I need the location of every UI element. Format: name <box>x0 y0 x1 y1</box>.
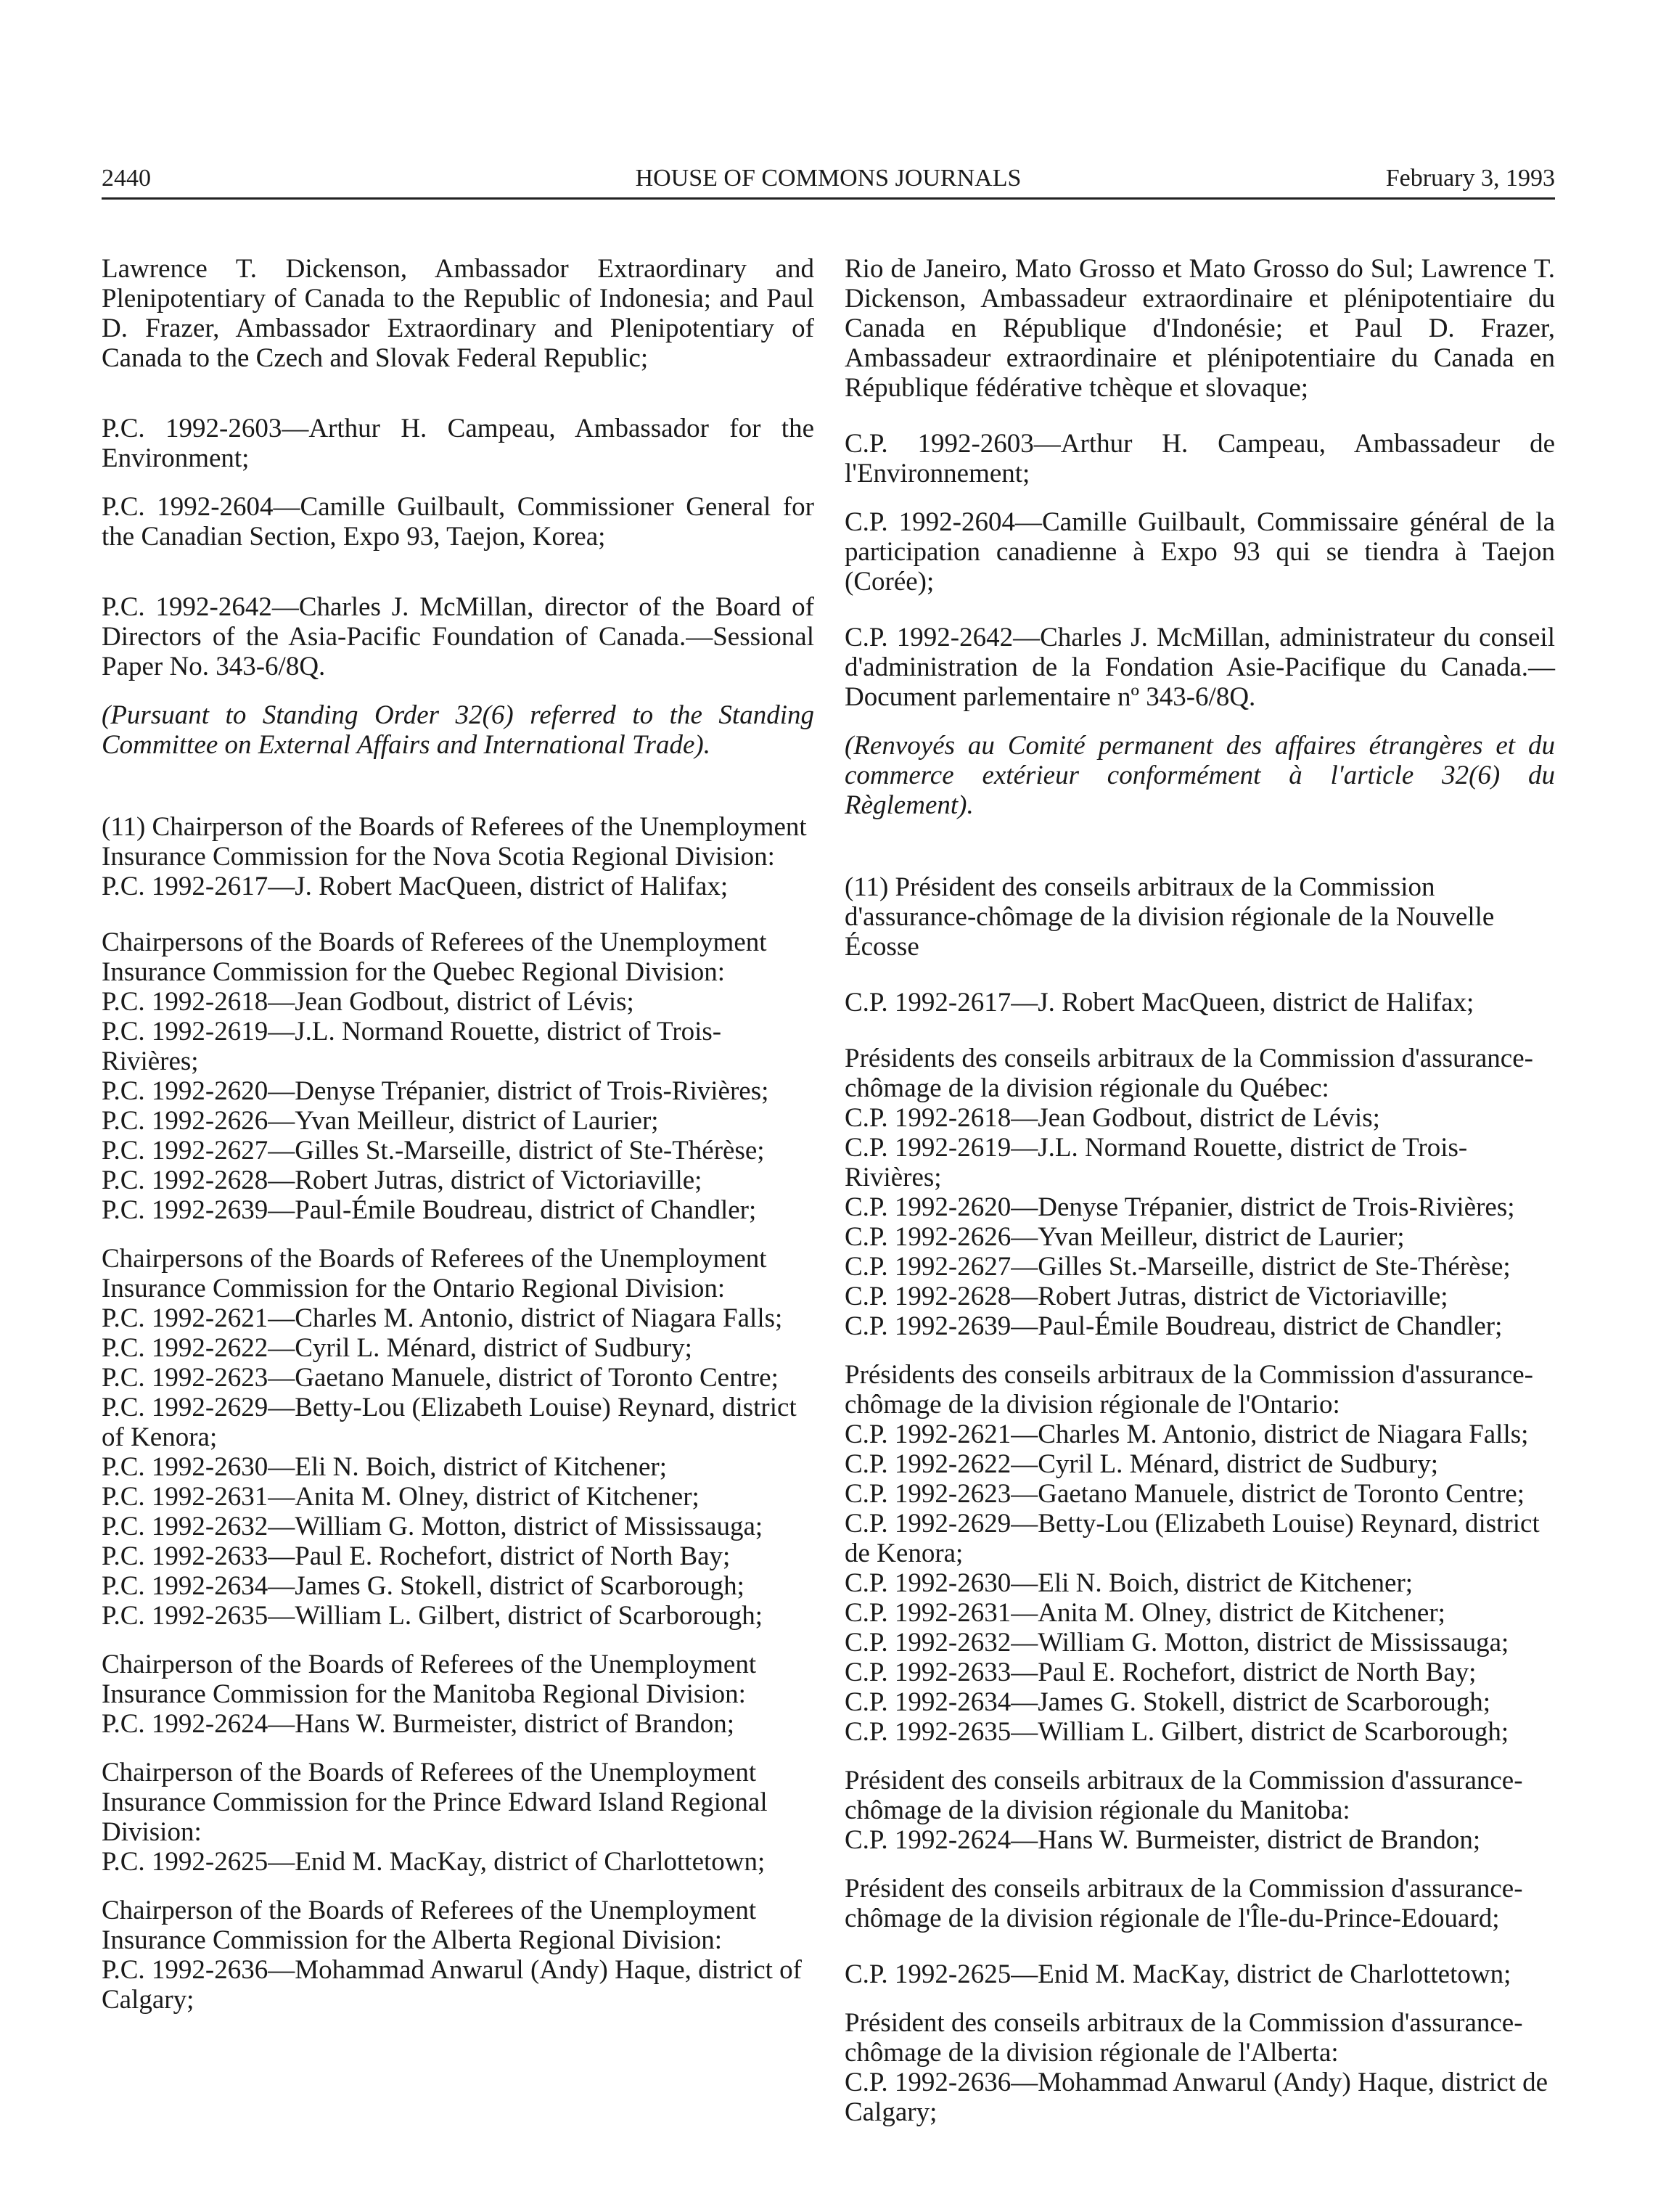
nova-scotia-section <box>102 812 814 901</box>
section-heading: Chairperson of the Boards of Referees of the Unemployment Insurance Commission for the Manitoba Regional Division: <box>102 1650 757 1709</box>
section-heading: Chairperson of the Boards of Referees of the Unemployment Insurance Commission for the Alberta Regional Division: <box>102 1896 757 1955</box>
order-line: C.P. 1992-2621—Charles M. Antonio, district de Niagara Falls; <box>845 1420 1529 1449</box>
order-line: P.C. 1992-2632—William G. Motton, district of Mississauga; <box>102 1512 763 1541</box>
section-heading: (11) Chairperson of the Boards of Referees of the Unemployment Insurance Commission for the Nova Scotia Regional Division: <box>102 812 807 872</box>
order-line: C.P. 1992-2620—Denyse Trépanier, district de Trois-Rivières; <box>845 1192 1515 1222</box>
order-list <box>102 1709 814 1739</box>
order-line: P.C. 1992-2634—James G. Stokell, district of Scarborough; <box>102 1571 744 1601</box>
section-heading: Chairperson of the Boards of Referees of the Unemployment Insurance Commission for the Prince Edward Island Regional Division: <box>102 1758 768 1847</box>
section-heading: Présidents des conseils arbitraux de la Commission d'assurance-chômage de la division régionale de l'Ontario: <box>845 1360 1533 1420</box>
order-line: P.C. 1992-2623—Gaetano Manuele, district of Toronto Centre; <box>102 1363 779 1393</box>
order-list <box>102 1955 814 2015</box>
order-list <box>845 1825 1555 1855</box>
order-line: P.C. 1992-2626—Yvan Meilleur, district of Laurier; <box>102 1106 659 1136</box>
order-line: C.P. 1992-2629—Betty-Lou (Elizabeth Louise) Reynard, district de Kenora; <box>845 1509 1540 1568</box>
order-list <box>102 1303 814 1631</box>
pei-section <box>845 1874 1555 1989</box>
intro-paragraph: Rio de Janeiro, Mato Grosso et Mato Grosso do Sul; Lawrence T. Dickenson, Ambassadeur extraordinaire et plénipotentiaire du Canada en République d'Indonésie; et Paul D. Frazer, Ambassadeur extraordinaire et plénipotentiaire du Canada en République fédérative tchèque et slovaque; <box>845 254 1555 403</box>
section-heading: (11) Président des conseils arbitraux de la Commission d'assurance-chômage de la division régionale de la Nouvelle Écosse <box>845 872 1495 962</box>
section-heading: Chairpersons of the Boards of Referees of the Unemployment Insurance Commission for the Ontario Regional Division: <box>102 1244 767 1303</box>
order-line: C.P. 1992-2632—William G. Motton, district de Mississauga; <box>845 1628 1509 1658</box>
order-line: P.C. 1992-2627—Gilles St.-Marseille, district of Ste-Thérèse; <box>102 1136 765 1166</box>
order-paragraph: P.C. 1992-2642—Charles J. McMillan, director of the Board of Directors of the Asia-Pacific Foundation of Canada.—Sessional Paper No. 343-6/8Q. <box>102 592 814 681</box>
order-list <box>845 1959 1555 1989</box>
journal-title: HOUSE OF COMMONS JOURNALS <box>635 165 1022 192</box>
order-line: C.P. 1992-2626—Yvan Meilleur, district de Laurier; <box>845 1222 1405 1252</box>
intro-paragraph: Lawrence T. Dickenson, Ambassador Extraordinary and Plenipotentiary of Canada to the Republic of Indonesia; and Paul D. Frazer, Ambassador Extraordinary and Plenipotentiary of Canada to the Czech and Slovak Federal Republic; <box>102 254 814 373</box>
page-number: 2440 <box>102 165 151 192</box>
order-line: C.P. 1992-2625—Enid M. MacKay, district de Charlottetown; <box>845 1959 1511 1989</box>
order-paragraph: C.P. 1992-2642—Charles J. McMillan, administrateur du conseil d'administration de la Fondation Asie-Pacifique du Canada.—Document parlementaire nº 343-6/8Q. <box>845 623 1555 712</box>
order-line: C.P. 1992-2639—Paul-Émile Boudreau, district de Chandler; <box>845 1311 1503 1341</box>
alberta-section <box>102 1896 814 2015</box>
referral-note: (Renvoyés au Comité permanent des affaires étrangères et du commerce extérieur conformément à l'article 32(6) du Règlement). <box>845 731 1555 820</box>
order-paragraph: C.P. 1992-2603—Arthur H. Campeau, Ambassadeur de l'Environnement; <box>845 429 1555 488</box>
order-line: C.P. 1992-2634—James G. Stokell, district de Scarborough; <box>845 1687 1490 1717</box>
section-heading: Président des conseils arbitraux de la Commission d'assurance-chômage de la division régionale de l'Île-du-Prince-Edouard; <box>845 1874 1523 1933</box>
order-line: C.P. 1992-2628—Robert Jutras, district de Victoriaville; <box>845 1282 1448 1311</box>
section-heading: Président des conseils arbitraux de la Commission d'assurance-chômage de la division régionale du Manitoba: <box>845 1766 1523 1825</box>
order-list <box>845 1103 1555 1341</box>
quebec-section <box>845 1044 1555 1341</box>
order-line: C.P. 1992-2633—Paul E. Rochefort, district de North Bay; <box>845 1658 1477 1687</box>
order-paragraph: P.C. 1992-2603—Arthur H. Campeau, Ambassador for the Environment; <box>102 414 814 473</box>
order-line: P.C. 1992-2619—J.L. Normand Rouette, district of Trois-Rivières; <box>102 1017 722 1076</box>
order-line: P.C. 1992-2625—Enid M. MacKay, district of Charlottetown; <box>102 1847 766 1877</box>
order-line: C.P. 1992-2630—Eli N. Boich, district de Kitchener; <box>845 1568 1414 1598</box>
order-list <box>102 987 814 1225</box>
order-line: P.C. 1992-2621—Charles M. Antonio, district of Niagara Falls; <box>102 1303 783 1333</box>
order-line: C.P. 1992-2619—J.L. Normand Rouette, district de Trois-Rivières; <box>845 1133 1468 1192</box>
order-line: P.C. 1992-2617—J. Robert MacQueen, district of Halifax; <box>102 872 729 901</box>
order-line: P.C. 1992-2631—Anita M. Olney, district of Kitchener; <box>102 1482 699 1512</box>
order-list <box>845 988 1555 1017</box>
order-paragraph: C.P. 1992-2604—Camille Guilbault, Commissaire général de la participation canadienne à Expo 93 qui se tiendra à Taejon (Corée); <box>845 507 1555 597</box>
order-list <box>845 1420 1555 1747</box>
order-line: C.P. 1992-2617—J. Robert MacQueen, district de Halifax; <box>845 988 1474 1017</box>
order-line: C.P. 1992-2618—Jean Godbout, district de Lévis; <box>845 1103 1380 1133</box>
order-line: P.C. 1992-2635—William L. Gilbert, district of Scarborough; <box>102 1601 763 1631</box>
order-line: P.C. 1992-2622—Cyril L. Ménard, district of Sudbury; <box>102 1333 692 1363</box>
french-column <box>845 254 1555 2146</box>
section-heading: Présidents des conseils arbitraux de la Commission d'assurance-chômage de la division régionale du Québec: <box>845 1044 1533 1103</box>
section-heading: Chairpersons of the Boards of Referees of the Unemployment Insurance Commission for the Quebec Regional Division: <box>102 927 767 987</box>
page-header <box>102 160 1555 200</box>
order-line: C.P. 1992-2623—Gaetano Manuele, district de Toronto Centre; <box>845 1479 1525 1509</box>
alberta-section <box>845 2008 1555 2127</box>
order-line: P.C. 1992-2636—Mohammad Anwarul (Andy) Haque, district of Calgary; <box>102 1955 802 2015</box>
order-line: P.C. 1992-2633—Paul E. Rochefort, district of North Bay; <box>102 1541 731 1571</box>
ontario-section <box>845 1360 1555 1747</box>
order-list <box>102 1847 814 1877</box>
order-line: C.P. 1992-2631—Anita M. Olney, district de Kitchener; <box>845 1598 1445 1628</box>
order-line: C.P. 1992-2624—Hans W. Burmeister, district de Brandon; <box>845 1825 1481 1855</box>
order-line: P.C. 1992-2618—Jean Godbout, district of Lévis; <box>102 987 634 1017</box>
referral-note: (Pursuant to Standing Order 32(6) referred to the Standing Committee on External Affairs and International Trade). <box>102 700 814 760</box>
order-line: C.P. 1992-2622—Cyril L. Ménard, district de Sudbury; <box>845 1449 1439 1479</box>
order-line: P.C. 1992-2639—Paul-Émile Boudreau, district of Chandler; <box>102 1195 757 1225</box>
nova-scotia-section <box>845 872 1555 1017</box>
order-line: C.P. 1992-2635—William L. Gilbert, district de Scarborough; <box>845 1717 1509 1747</box>
english-column <box>102 254 814 2033</box>
order-line: C.P. 1992-2636—Mohammad Anwarul (Andy) Haque, district de Calgary; <box>845 2068 1548 2127</box>
journal-date: February 3, 1993 <box>1385 165 1555 192</box>
order-paragraph: P.C. 1992-2604—Camille Guilbault, Commissioner General for the Canadian Section, Expo 93, Taejon, Korea; <box>102 492 814 552</box>
order-line: P.C. 1992-2628—Robert Jutras, district of Victoriaville; <box>102 1166 702 1195</box>
manitoba-section <box>845 1766 1555 1855</box>
order-list <box>845 2068 1555 2127</box>
order-list <box>102 872 814 901</box>
section-heading: Président des conseils arbitraux de la Commission d'assurance-chômage de la division régionale de l'Alberta: <box>845 2008 1523 2068</box>
order-line: P.C. 1992-2630—Eli N. Boich, district of Kitchener; <box>102 1452 667 1482</box>
ontario-section <box>102 1244 814 1631</box>
order-line: P.C. 1992-2624—Hans W. Burmeister, district of Brandon; <box>102 1709 735 1739</box>
pei-section <box>102 1758 814 1877</box>
order-line: C.P. 1992-2627—Gilles St.-Marseille, district de Ste-Thérèse; <box>845 1252 1511 1282</box>
order-line: P.C. 1992-2629—Betty-Lou (Elizabeth Louise) Reynard, district of Kenora; <box>102 1393 797 1452</box>
quebec-section <box>102 927 814 1225</box>
manitoba-section <box>102 1650 814 1739</box>
order-line: P.C. 1992-2620—Denyse Trépanier, district of Trois-Rivières; <box>102 1076 769 1106</box>
